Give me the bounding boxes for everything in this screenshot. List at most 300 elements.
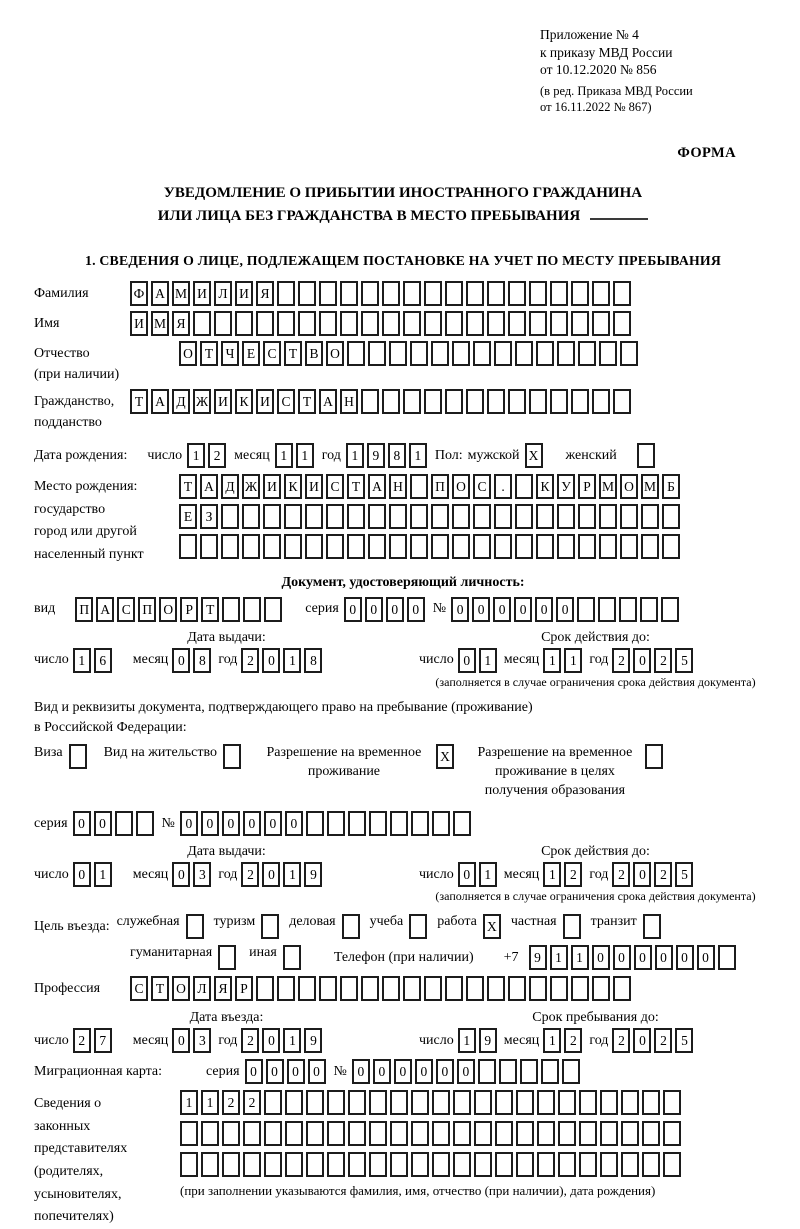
char-box[interactable]: [599, 504, 617, 529]
char-box[interactable]: [222, 1152, 240, 1177]
char-box[interactable]: [640, 597, 658, 622]
char-box[interactable]: М: [151, 311, 169, 336]
char-box[interactable]: [516, 1152, 534, 1177]
char-box[interactable]: 0: [308, 1059, 326, 1084]
char-box[interactable]: [369, 1090, 387, 1115]
char-box[interactable]: [550, 311, 568, 336]
char-box[interactable]: О: [179, 341, 197, 366]
char-box[interactable]: [264, 1090, 282, 1115]
char-box[interactable]: [389, 534, 407, 559]
char-box[interactable]: [218, 945, 236, 970]
char-box[interactable]: [537, 1090, 555, 1115]
char-box[interactable]: [432, 1152, 450, 1177]
char-box[interactable]: 0: [458, 862, 476, 887]
char-box[interactable]: [409, 914, 427, 939]
char-box[interactable]: Т: [298, 389, 316, 414]
char-box[interactable]: [495, 1121, 513, 1146]
char-box[interactable]: [495, 1090, 513, 1115]
char-box[interactable]: [473, 534, 491, 559]
char-box[interactable]: [368, 341, 386, 366]
char-box[interactable]: [529, 311, 547, 336]
char-box[interactable]: Т: [130, 389, 148, 414]
char-box[interactable]: 1: [550, 945, 568, 970]
char-box[interactable]: [264, 1121, 282, 1146]
char-box[interactable]: 1: [543, 1028, 561, 1053]
char-box[interactable]: [619, 597, 637, 622]
char-box[interactable]: У: [557, 474, 575, 499]
char-box[interactable]: [306, 811, 324, 836]
char-box[interactable]: [361, 976, 379, 1001]
char-box[interactable]: 0: [592, 945, 610, 970]
char-box[interactable]: [536, 341, 554, 366]
char-box[interactable]: [536, 504, 554, 529]
char-box[interactable]: Р: [578, 474, 596, 499]
char-box[interactable]: 0: [634, 945, 652, 970]
char-box[interactable]: 0: [633, 648, 651, 673]
char-box[interactable]: X: [436, 744, 454, 769]
char-box[interactable]: [180, 1121, 198, 1146]
char-box[interactable]: [558, 1090, 576, 1115]
char-box[interactable]: 9: [367, 443, 385, 468]
char-box[interactable]: [499, 1059, 517, 1084]
char-box[interactable]: [115, 811, 133, 836]
char-box[interactable]: [243, 1121, 261, 1146]
char-box[interactable]: 2: [612, 648, 630, 673]
char-box[interactable]: [613, 311, 631, 336]
char-box[interactable]: 2: [222, 1090, 240, 1115]
char-box[interactable]: 7: [94, 1028, 112, 1053]
char-box[interactable]: [327, 1121, 345, 1146]
char-box[interactable]: [277, 281, 295, 306]
char-box[interactable]: [592, 281, 610, 306]
char-box[interactable]: [390, 1152, 408, 1177]
char-box[interactable]: [368, 504, 386, 529]
char-box[interactable]: А: [151, 281, 169, 306]
char-box[interactable]: 0: [201, 811, 219, 836]
char-box[interactable]: [445, 311, 463, 336]
char-box[interactable]: [348, 1152, 366, 1177]
char-box[interactable]: [600, 1090, 618, 1115]
char-box[interactable]: [662, 534, 680, 559]
char-box[interactable]: 8: [304, 648, 322, 673]
char-box[interactable]: Е: [242, 341, 260, 366]
char-box[interactable]: [487, 281, 505, 306]
char-box[interactable]: [571, 281, 589, 306]
char-box[interactable]: [541, 1059, 559, 1084]
char-box[interactable]: Д: [221, 474, 239, 499]
char-box[interactable]: [466, 976, 484, 1001]
char-box[interactable]: [411, 1152, 429, 1177]
char-box[interactable]: 1: [543, 862, 561, 887]
char-box[interactable]: Т: [151, 976, 169, 1001]
char-box[interactable]: С: [473, 474, 491, 499]
char-box[interactable]: [390, 1090, 408, 1115]
char-box[interactable]: И: [263, 474, 281, 499]
char-box[interactable]: К: [235, 389, 253, 414]
char-box[interactable]: 0: [633, 862, 651, 887]
char-box[interactable]: [537, 1152, 555, 1177]
char-box[interactable]: [643, 914, 661, 939]
char-box[interactable]: Б: [662, 474, 680, 499]
char-box[interactable]: О: [620, 474, 638, 499]
char-box[interactable]: [452, 341, 470, 366]
char-box[interactable]: 3: [193, 862, 211, 887]
char-box[interactable]: [557, 504, 575, 529]
char-box[interactable]: [495, 1152, 513, 1177]
char-box[interactable]: [550, 976, 568, 1001]
char-box[interactable]: 0: [365, 597, 383, 622]
char-box[interactable]: [382, 389, 400, 414]
char-box[interactable]: А: [368, 474, 386, 499]
char-box[interactable]: 0: [172, 648, 190, 673]
char-box[interactable]: 8: [193, 648, 211, 673]
char-box[interactable]: 2: [612, 862, 630, 887]
char-box[interactable]: [342, 914, 360, 939]
char-box[interactable]: 0: [285, 811, 303, 836]
char-box[interactable]: [214, 311, 232, 336]
char-box[interactable]: 0: [352, 1059, 370, 1084]
char-box[interactable]: [578, 504, 596, 529]
char-box[interactable]: 0: [73, 862, 91, 887]
char-box[interactable]: В: [305, 341, 323, 366]
char-box[interactable]: [410, 504, 428, 529]
char-box[interactable]: [663, 1090, 681, 1115]
char-box[interactable]: 0: [245, 1059, 263, 1084]
char-box[interactable]: 0: [386, 597, 404, 622]
char-box[interactable]: Ф: [130, 281, 148, 306]
char-box[interactable]: [599, 534, 617, 559]
char-box[interactable]: [327, 1152, 345, 1177]
char-box[interactable]: 0: [264, 811, 282, 836]
char-box[interactable]: [284, 534, 302, 559]
char-box[interactable]: 0: [458, 648, 476, 673]
char-box[interactable]: 0: [172, 862, 190, 887]
char-box[interactable]: [347, 534, 365, 559]
char-box[interactable]: [663, 1121, 681, 1146]
char-box[interactable]: [474, 1090, 492, 1115]
char-box[interactable]: И: [305, 474, 323, 499]
char-box[interactable]: [200, 534, 218, 559]
char-box[interactable]: [340, 311, 358, 336]
char-box[interactable]: 0: [514, 597, 532, 622]
char-box[interactable]: [411, 1090, 429, 1115]
char-box[interactable]: [305, 504, 323, 529]
char-box[interactable]: [452, 534, 470, 559]
char-box[interactable]: 0: [697, 945, 715, 970]
char-box[interactable]: Я: [256, 281, 274, 306]
char-box[interactable]: [243, 597, 261, 622]
char-box[interactable]: [466, 281, 484, 306]
char-box[interactable]: 9: [479, 1028, 497, 1053]
char-box[interactable]: 2: [612, 1028, 630, 1053]
char-box[interactable]: 0: [94, 811, 112, 836]
char-box[interactable]: 1: [409, 443, 427, 468]
char-box[interactable]: Е: [179, 504, 197, 529]
char-box[interactable]: [452, 504, 470, 529]
char-box[interactable]: [223, 744, 241, 769]
char-box[interactable]: 0: [613, 945, 631, 970]
char-box[interactable]: 0: [556, 597, 574, 622]
char-box[interactable]: П: [431, 474, 449, 499]
char-box[interactable]: [641, 534, 659, 559]
char-box[interactable]: [620, 504, 638, 529]
char-box[interactable]: [340, 976, 358, 1001]
char-box[interactable]: [453, 1090, 471, 1115]
char-box[interactable]: С: [130, 976, 148, 1001]
char-box[interactable]: 2: [208, 443, 226, 468]
char-box[interactable]: [432, 1121, 450, 1146]
char-box[interactable]: [411, 1121, 429, 1146]
char-box[interactable]: [508, 281, 526, 306]
char-box[interactable]: [592, 389, 610, 414]
char-box[interactable]: [613, 976, 631, 1001]
char-box[interactable]: 1: [479, 862, 497, 887]
char-box[interactable]: 2: [241, 648, 259, 673]
char-box[interactable]: [306, 1121, 324, 1146]
char-box[interactable]: 0: [436, 1059, 454, 1084]
char-box[interactable]: [487, 976, 505, 1001]
char-box[interactable]: [579, 1121, 597, 1146]
char-box[interactable]: 2: [241, 1028, 259, 1053]
char-box[interactable]: 1: [564, 648, 582, 673]
char-box[interactable]: 0: [243, 811, 261, 836]
char-box[interactable]: [348, 811, 366, 836]
char-box[interactable]: [663, 1152, 681, 1177]
char-box[interactable]: [432, 1090, 450, 1115]
char-box[interactable]: И: [193, 281, 211, 306]
char-box[interactable]: [340, 281, 358, 306]
char-box[interactable]: [474, 1152, 492, 1177]
char-box[interactable]: [578, 341, 596, 366]
char-box[interactable]: 1: [283, 862, 301, 887]
char-box[interactable]: [283, 945, 301, 970]
char-box[interactable]: Р: [235, 976, 253, 1001]
char-box[interactable]: [382, 281, 400, 306]
char-box[interactable]: 0: [472, 597, 490, 622]
char-box[interactable]: С: [263, 341, 281, 366]
char-box[interactable]: 8: [388, 443, 406, 468]
char-box[interactable]: 0: [655, 945, 673, 970]
char-box[interactable]: 2: [241, 862, 259, 887]
char-box[interactable]: [592, 311, 610, 336]
char-box[interactable]: И: [130, 311, 148, 336]
char-box[interactable]: [424, 976, 442, 1001]
char-box[interactable]: С: [326, 474, 344, 499]
char-box[interactable]: [285, 1121, 303, 1146]
char-box[interactable]: [557, 341, 575, 366]
char-box[interactable]: 2: [654, 862, 672, 887]
char-box[interactable]: 0: [262, 862, 280, 887]
char-box[interactable]: 0: [407, 597, 425, 622]
char-box[interactable]: [284, 504, 302, 529]
char-box[interactable]: [222, 597, 240, 622]
char-box[interactable]: [515, 341, 533, 366]
char-box[interactable]: [562, 1059, 580, 1084]
char-box[interactable]: К: [536, 474, 554, 499]
char-box[interactable]: [243, 1152, 261, 1177]
char-box[interactable]: 2: [73, 1028, 91, 1053]
char-box[interactable]: М: [172, 281, 190, 306]
char-box[interactable]: Ж: [193, 389, 211, 414]
char-box[interactable]: [410, 341, 428, 366]
char-box[interactable]: 5: [675, 1028, 693, 1053]
char-box[interactable]: [494, 341, 512, 366]
char-box[interactable]: [285, 1152, 303, 1177]
char-box[interactable]: Ж: [242, 474, 260, 499]
char-box[interactable]: [261, 914, 279, 939]
char-box[interactable]: [431, 534, 449, 559]
char-box[interactable]: 1: [73, 648, 91, 673]
char-box[interactable]: [431, 504, 449, 529]
char-box[interactable]: [136, 811, 154, 836]
char-box[interactable]: 1: [296, 443, 314, 468]
char-box[interactable]: [390, 811, 408, 836]
char-box[interactable]: [222, 1121, 240, 1146]
char-box[interactable]: 9: [529, 945, 547, 970]
char-box[interactable]: [326, 534, 344, 559]
char-box[interactable]: [537, 1121, 555, 1146]
char-box[interactable]: Т: [200, 341, 218, 366]
char-box[interactable]: [620, 534, 638, 559]
char-box[interactable]: 6: [94, 648, 112, 673]
char-box[interactable]: А: [96, 597, 114, 622]
char-box[interactable]: 0: [222, 811, 240, 836]
char-box[interactable]: [445, 389, 463, 414]
char-box[interactable]: [453, 811, 471, 836]
char-box[interactable]: [718, 945, 736, 970]
char-box[interactable]: [347, 504, 365, 529]
char-box[interactable]: [242, 504, 260, 529]
char-box[interactable]: 0: [266, 1059, 284, 1084]
char-box[interactable]: [326, 504, 344, 529]
char-box[interactable]: 1: [458, 1028, 476, 1053]
char-box[interactable]: Н: [389, 474, 407, 499]
char-box[interactable]: Т: [284, 341, 302, 366]
char-box[interactable]: [431, 341, 449, 366]
char-box[interactable]: [642, 1152, 660, 1177]
char-box[interactable]: Д: [172, 389, 190, 414]
char-box[interactable]: [621, 1121, 639, 1146]
char-box[interactable]: 1: [201, 1090, 219, 1115]
char-box[interactable]: Я: [214, 976, 232, 1001]
char-box[interactable]: [578, 534, 596, 559]
char-box[interactable]: X: [525, 443, 543, 468]
char-box[interactable]: [557, 534, 575, 559]
char-box[interactable]: [221, 534, 239, 559]
char-box[interactable]: [620, 341, 638, 366]
char-box[interactable]: 5: [675, 862, 693, 887]
char-box[interactable]: О: [452, 474, 470, 499]
char-box[interactable]: 0: [344, 597, 362, 622]
char-box[interactable]: Л: [214, 281, 232, 306]
char-box[interactable]: И: [214, 389, 232, 414]
char-box[interactable]: О: [159, 597, 177, 622]
char-box[interactable]: 0: [373, 1059, 391, 1084]
char-box[interactable]: 0: [287, 1059, 305, 1084]
char-box[interactable]: 0: [394, 1059, 412, 1084]
char-box[interactable]: [319, 976, 337, 1001]
char-box[interactable]: П: [138, 597, 156, 622]
char-box[interactable]: 0: [457, 1059, 475, 1084]
char-box[interactable]: [403, 311, 421, 336]
char-box[interactable]: [263, 504, 281, 529]
char-box[interactable]: 1: [543, 648, 561, 673]
char-box[interactable]: [327, 811, 345, 836]
char-box[interactable]: [389, 341, 407, 366]
char-box[interactable]: [403, 976, 421, 1001]
char-box[interactable]: [369, 811, 387, 836]
char-box[interactable]: 0: [676, 945, 694, 970]
char-box[interactable]: [466, 311, 484, 336]
char-box[interactable]: 2: [564, 862, 582, 887]
char-box[interactable]: [453, 1121, 471, 1146]
char-box[interactable]: [369, 1121, 387, 1146]
char-box[interactable]: А: [151, 389, 169, 414]
char-box[interactable]: [529, 389, 547, 414]
char-box[interactable]: 1: [346, 443, 364, 468]
char-box[interactable]: Т: [179, 474, 197, 499]
char-box[interactable]: [613, 281, 631, 306]
char-box[interactable]: [424, 281, 442, 306]
char-box[interactable]: С: [277, 389, 295, 414]
char-box[interactable]: [600, 1152, 618, 1177]
char-box[interactable]: [558, 1121, 576, 1146]
char-box[interactable]: [390, 1121, 408, 1146]
char-box[interactable]: [186, 914, 204, 939]
char-box[interactable]: 2: [654, 1028, 672, 1053]
char-box[interactable]: [410, 474, 428, 499]
char-box[interactable]: 0: [262, 648, 280, 673]
char-box[interactable]: [487, 311, 505, 336]
char-box[interactable]: [403, 281, 421, 306]
char-box[interactable]: [348, 1090, 366, 1115]
char-box[interactable]: [515, 474, 533, 499]
char-box[interactable]: [305, 534, 323, 559]
char-box[interactable]: [319, 311, 337, 336]
char-box[interactable]: [516, 1090, 534, 1115]
char-box[interactable]: И: [256, 389, 274, 414]
char-box[interactable]: [487, 389, 505, 414]
char-box[interactable]: А: [319, 389, 337, 414]
char-box[interactable]: [410, 534, 428, 559]
char-box[interactable]: 9: [304, 1028, 322, 1053]
char-box[interactable]: [529, 281, 547, 306]
char-box[interactable]: Т: [347, 474, 365, 499]
char-box[interactable]: 3: [193, 1028, 211, 1053]
char-box[interactable]: 1: [275, 443, 293, 468]
char-box[interactable]: [466, 389, 484, 414]
char-box[interactable]: 0: [180, 811, 198, 836]
char-box[interactable]: [382, 311, 400, 336]
char-box[interactable]: [298, 976, 316, 1001]
char-box[interactable]: [592, 976, 610, 1001]
char-box[interactable]: [529, 976, 547, 1001]
char-box[interactable]: [494, 534, 512, 559]
char-box[interactable]: [264, 597, 282, 622]
char-box[interactable]: [600, 1121, 618, 1146]
char-box[interactable]: [478, 1059, 496, 1084]
char-box[interactable]: [445, 976, 463, 1001]
char-box[interactable]: П: [75, 597, 93, 622]
char-box[interactable]: [306, 1090, 324, 1115]
char-box[interactable]: [256, 976, 274, 1001]
char-box[interactable]: [285, 1090, 303, 1115]
char-box[interactable]: [306, 1152, 324, 1177]
char-box[interactable]: [298, 311, 316, 336]
char-box[interactable]: 1: [187, 443, 205, 468]
char-box[interactable]: 5: [675, 648, 693, 673]
char-box[interactable]: [621, 1152, 639, 1177]
